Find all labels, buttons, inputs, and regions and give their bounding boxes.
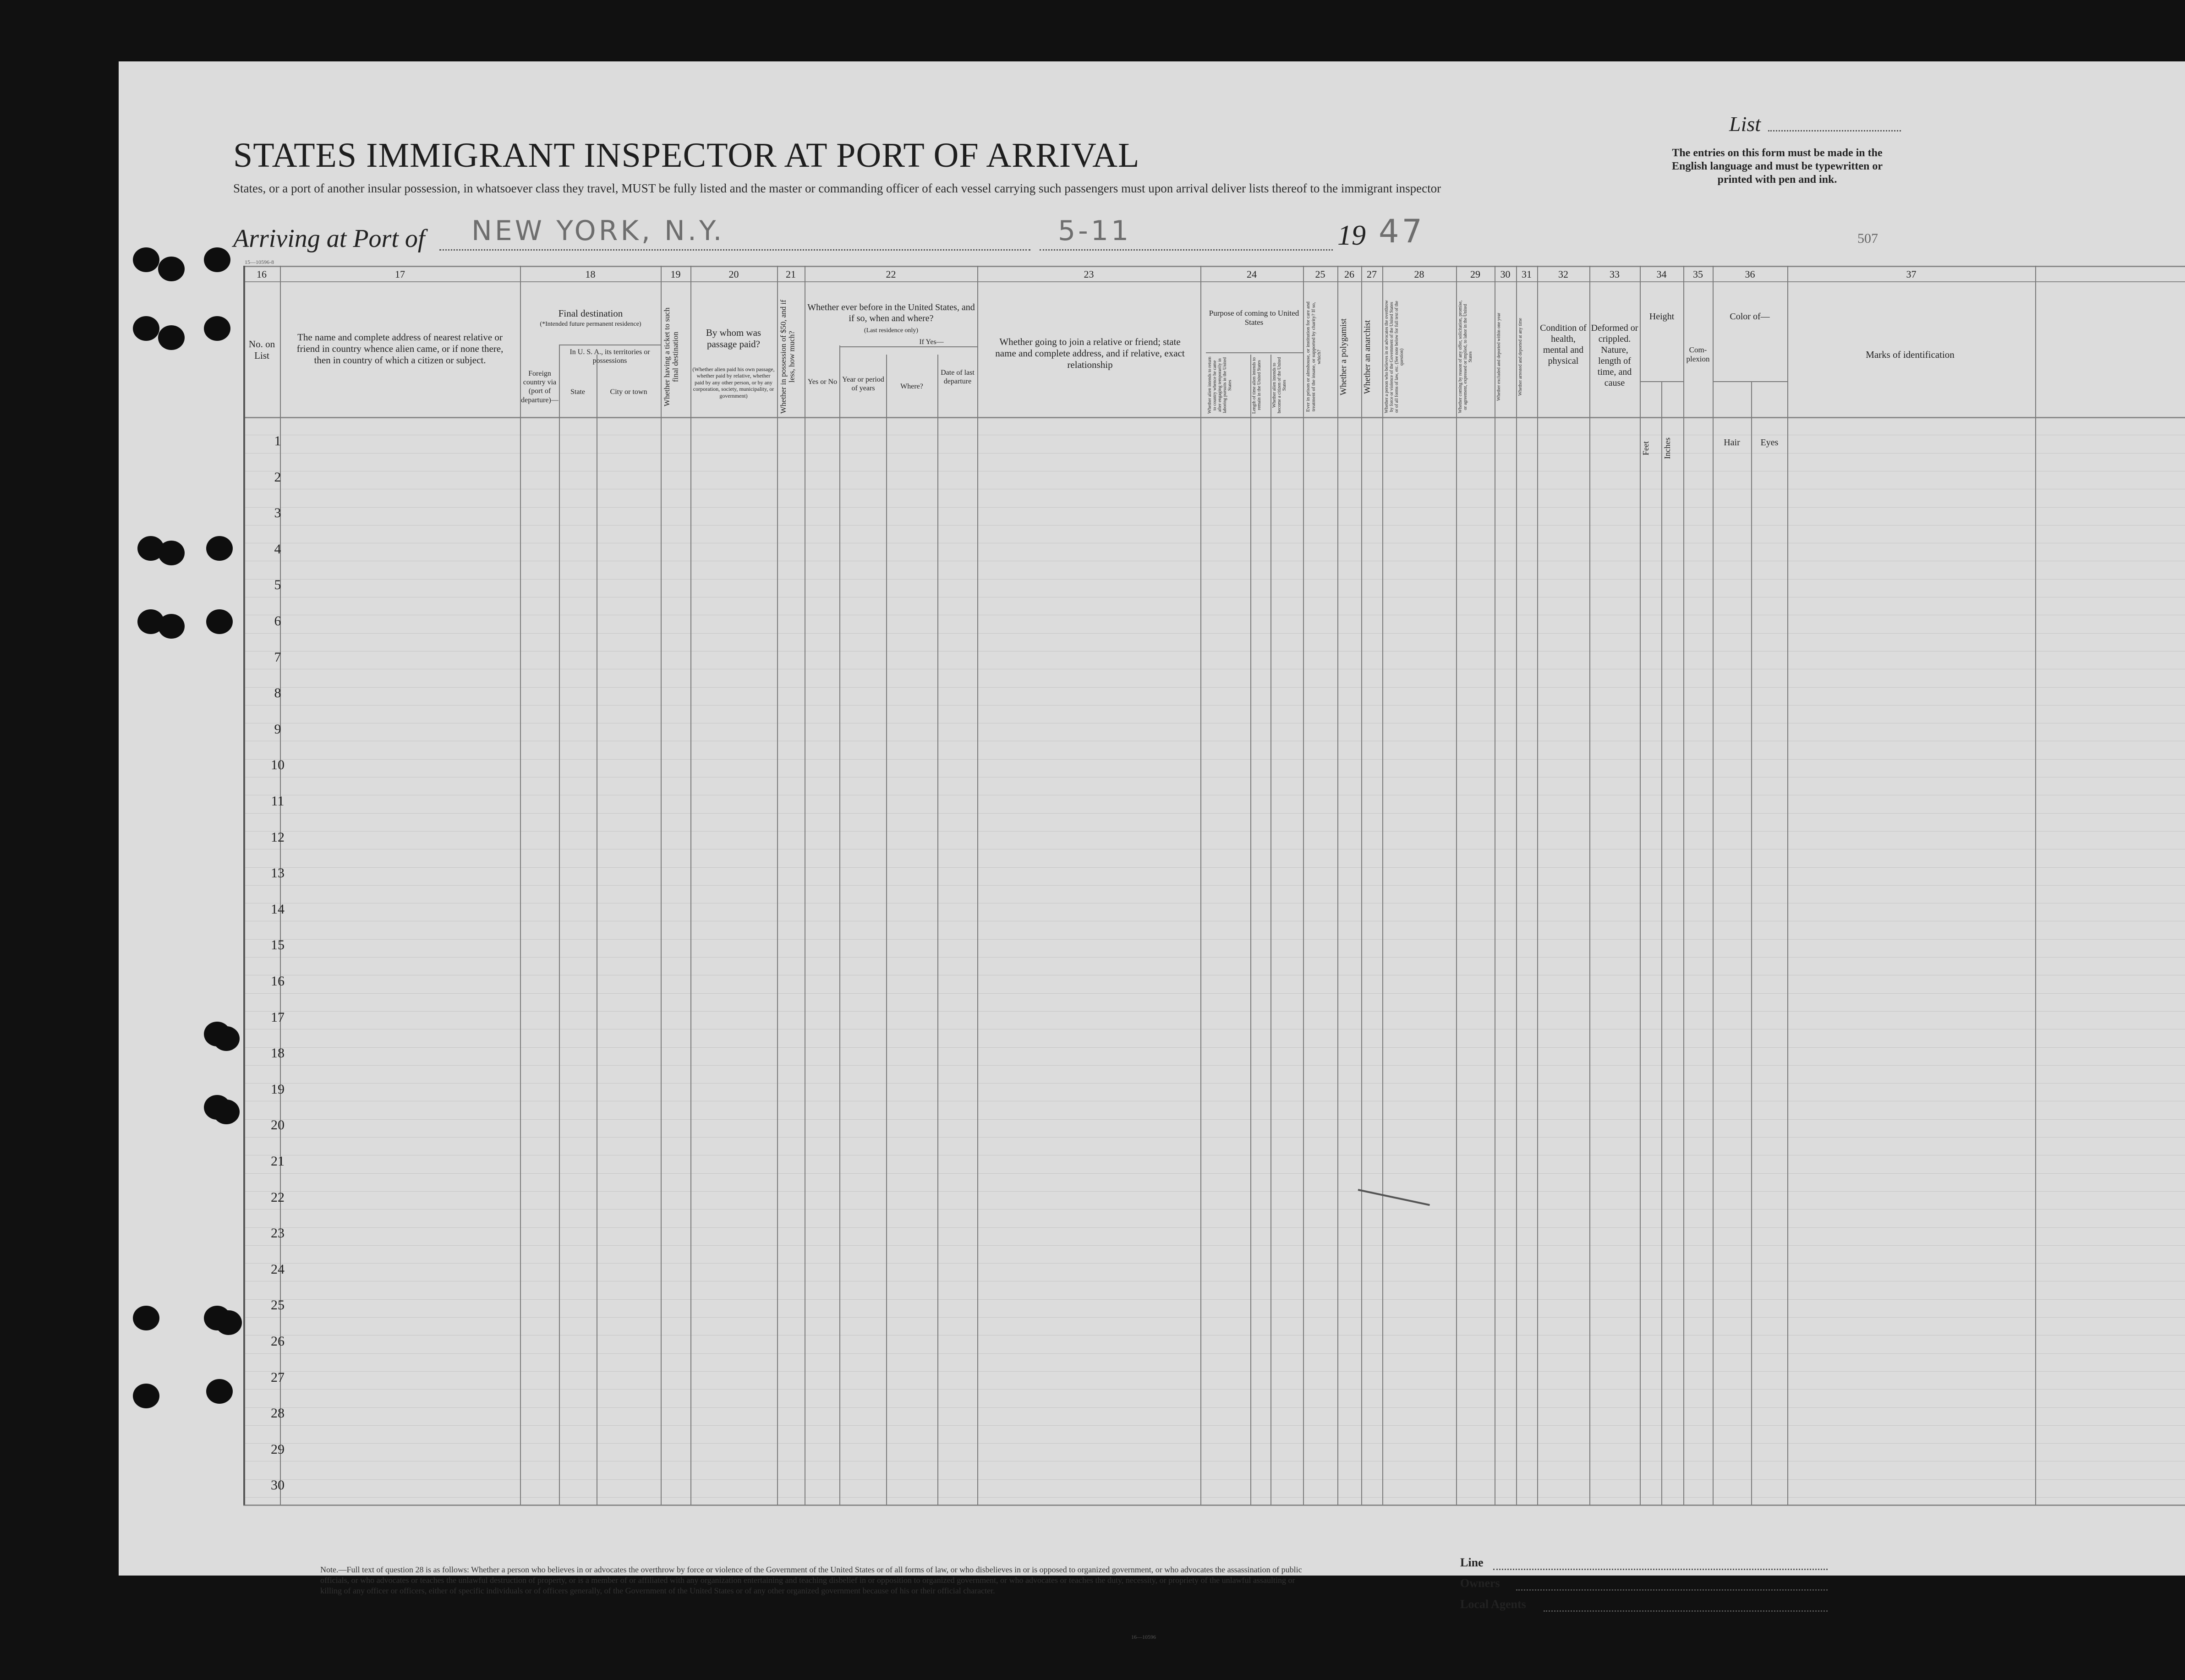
col-left-border xyxy=(243,266,245,1505)
col-divider-31 xyxy=(1537,266,1538,1505)
col-divider-30 xyxy=(1516,266,1517,1505)
col-header-33: Deformed or crippled. Nature, length of time, and cause xyxy=(1591,323,1638,388)
row-subline xyxy=(243,1317,2185,1318)
row-number-24: 24 xyxy=(271,1262,285,1277)
col-34-subrule xyxy=(1640,381,1683,382)
row-subline xyxy=(243,831,2185,832)
row-subline xyxy=(243,813,2185,814)
col-num-18: 18 xyxy=(585,268,596,280)
owners-signature-field xyxy=(1516,1589,1828,1591)
owners-label: Owners xyxy=(1460,1576,1500,1590)
row-number-14: 14 xyxy=(271,902,285,917)
col-divider-34 xyxy=(1683,266,1684,1505)
col-header-32: Condition of health, mental and physical xyxy=(1540,323,1587,366)
punch-hole xyxy=(158,541,185,565)
col-divider-27 xyxy=(1382,266,1383,1505)
row-subline xyxy=(243,1407,2185,1408)
col-sub-18-city: City or town xyxy=(610,388,647,396)
row-subline xyxy=(243,957,2185,958)
row-subline xyxy=(243,1065,2185,1066)
col-header-31: Whether arrested and deported at any time xyxy=(1518,318,1523,396)
row-subline xyxy=(243,1227,2185,1228)
manifest-sheet xyxy=(119,61,2185,1640)
col-divider-19 xyxy=(690,266,691,1505)
punch-hole xyxy=(133,316,159,341)
col-divider-25 xyxy=(1337,266,1338,1505)
col-sub-22-date: Date of last departure xyxy=(941,369,975,386)
punch-hole xyxy=(133,1306,159,1330)
row-number-17: 17 xyxy=(271,1010,285,1025)
col-divider-20 xyxy=(777,266,778,1505)
row-subline xyxy=(243,1425,2185,1426)
col-header-29: Whether coming by reason of any offer, solicitation, promise, or agreement, expressed or implied, to labor in the United States xyxy=(1458,300,1473,414)
row-subline xyxy=(243,1119,2185,1120)
col-sub-36-hair: Hair xyxy=(1724,438,1740,448)
row-subline xyxy=(243,1299,2185,1300)
row-subline xyxy=(243,1389,2185,1390)
row-subline xyxy=(243,633,2185,634)
col-header-35: Com-plexion xyxy=(1686,345,1710,364)
row-subline xyxy=(243,1137,2185,1138)
col-header-19: Whether having a ticket to such final destination xyxy=(663,307,680,406)
col-num-31: 31 xyxy=(1522,268,1532,280)
row-number-30: 30 xyxy=(271,1478,285,1493)
punch-hole xyxy=(206,609,233,634)
col-header-22: Whether ever before in the United States, and if so, when and where? xyxy=(807,302,975,323)
form-code-top: 15—10596-8 xyxy=(245,259,274,265)
list-label: List xyxy=(1729,112,1761,136)
arriving-label: Arriving at Port of xyxy=(233,224,425,253)
row-subline xyxy=(243,993,2185,994)
row-number-23: 23 xyxy=(271,1226,285,1241)
punch-hole xyxy=(133,247,159,272)
col-divider-22a xyxy=(839,345,840,1505)
year-prefix: 19 xyxy=(1337,220,1366,251)
row-number-12: 12 xyxy=(271,830,285,845)
col-header-21: Whether in possession of $50, and if less, how much? xyxy=(779,300,796,414)
col-num-33: 33 xyxy=(1610,268,1620,280)
port-handwritten: NEW YORK, N.Y. xyxy=(471,215,725,247)
row-number-19: 19 xyxy=(271,1082,285,1097)
col-sub-24-citizen: Whether alien intends to become a citizen of the United States xyxy=(1272,357,1287,414)
col-num-17: 17 xyxy=(395,268,405,280)
col-36-subrule xyxy=(1713,381,1787,382)
row-subline xyxy=(243,1011,2185,1012)
col-header-18: Final destination xyxy=(558,308,623,319)
col-header-24: Purpose of coming to United States xyxy=(1209,309,1299,327)
row-subline xyxy=(243,507,2185,508)
col-divider-16 xyxy=(280,266,281,1505)
col-24-subrule xyxy=(1206,352,1303,353)
row-subline xyxy=(243,1263,2185,1264)
col-header-26: Whether a polygamist xyxy=(1339,318,1348,395)
row-subline xyxy=(243,1047,2185,1048)
col-num-16: 16 xyxy=(257,268,267,280)
date-handwritten: 5-11 xyxy=(1058,215,1132,247)
row-subline xyxy=(243,885,2185,886)
row-number-22: 22 xyxy=(271,1190,285,1205)
row-subline xyxy=(243,1479,2185,1480)
row-subline xyxy=(243,1371,2185,1372)
row-subline xyxy=(243,1353,2185,1354)
punch-hole xyxy=(213,1100,240,1124)
row-subline xyxy=(243,867,2185,868)
col-header-17: The name and complete address of nearest relative or friend in country whence alien came, or if none there, then in country of which a citizen or subject. xyxy=(296,332,504,366)
row-number-4: 4 xyxy=(274,542,281,557)
row-subline xyxy=(243,1443,2185,1444)
row-subline xyxy=(243,1083,2185,1084)
col-sub-22-where: Where? xyxy=(900,383,923,390)
form-title: STATES IMMIGRANT INSPECTOR AT PORT OF ARRIVAL xyxy=(233,136,1140,175)
col-sub-36-eyes: Eyes xyxy=(1760,438,1779,448)
col-divider-18a xyxy=(559,345,560,1505)
grid-top-border xyxy=(243,266,2185,267)
col-num-21: 21 xyxy=(786,268,796,280)
punch-hole xyxy=(204,247,230,272)
row-number-10: 10 xyxy=(271,757,285,772)
col-divider-18 xyxy=(661,266,662,1505)
row-number-11: 11 xyxy=(271,793,285,809)
row-number-9: 9 xyxy=(274,722,281,737)
col-num-34: 34 xyxy=(1656,268,1667,280)
col-divider-36a xyxy=(1751,382,1752,1505)
agents-label: Local Agents xyxy=(1460,1598,1526,1611)
col-divider-37 xyxy=(2035,266,2036,1505)
col-divider-24 xyxy=(1303,266,1304,1505)
col-header-23: Whether going to join a relative or friend; state name and complete address, and if relative, exact relationship xyxy=(995,336,1185,371)
question-28-note: Note.—Full text of question 28 is as follows: Whether a person who believes in or advocates the overthrow by force or violence of the Government of the United States or of all forms of law, or who disbelieves in or is opposed to organized government, or who advocates the assassination of public officials, or who advocates or teaches the unlawful destruction of property, or is a member of or affiliated with any organization entertaining and teaching disbelief in or opposition to organized government, or who advocates or teaches the duty, necessity, or propriety of the unlawful assaulting or killing of any officer or officers, either of specific individuals or of officers generally, of the Government of the United States or of any other organized government because of his or their official character. xyxy=(320,1565,1302,1596)
agents-signature-field xyxy=(1544,1610,1828,1612)
col-num-25: 25 xyxy=(1315,268,1325,280)
row-subline xyxy=(243,1191,2185,1192)
col-divider-22c xyxy=(937,355,938,1505)
col-divider-28 xyxy=(1456,266,1457,1505)
col-divider-36 xyxy=(1787,266,1788,1505)
col-sub-22-ifyes: If Yes— xyxy=(919,338,944,346)
row-number-25: 25 xyxy=(271,1297,285,1313)
col-header-20: By whom was passage paid? xyxy=(706,327,761,350)
row-number-5: 5 xyxy=(274,577,281,592)
row-number-6: 6 xyxy=(274,613,281,629)
col-divider-17 xyxy=(520,266,521,1505)
col-note-22: (Last residence only) xyxy=(864,327,919,334)
col-header-28: Whether a person who believes in or advocates the overthrow by force or violence of the Government of the United States or of all forms of law, etc. (See note below for full text of the question) xyxy=(1384,300,1404,414)
col-header-27: Whether an anarchist xyxy=(1363,320,1372,394)
header-bottom-border xyxy=(243,417,2185,418)
row-number-15: 15 xyxy=(271,937,285,952)
col-note-20: (Whether alien paid his own passage, whether paid by relative, whether paid by any other person, or by any corporation, society, municipality, or government) xyxy=(692,366,775,399)
row-number-1: 1 xyxy=(274,433,281,449)
row-subline xyxy=(243,759,2185,760)
row-number-8: 8 xyxy=(274,685,281,700)
col-divider-22b xyxy=(886,355,887,1505)
col-sub-24-length: Length of time alien intends to remain in the United States xyxy=(1252,357,1262,414)
col-divider-33 xyxy=(1640,266,1641,1505)
col-num-36: 36 xyxy=(1745,268,1755,280)
row-subline xyxy=(243,939,2185,940)
col-header-30: Whether excluded and deported within one year xyxy=(1496,312,1501,401)
row-number-13: 13 xyxy=(271,865,285,881)
col-num-19: 19 xyxy=(670,268,681,280)
row-number-18: 18 xyxy=(271,1045,285,1061)
col-header-36: Color of— xyxy=(1730,312,1770,322)
col-note-18: (*Intended future permanent residence) xyxy=(540,321,641,328)
row-number-7: 7 xyxy=(274,650,281,665)
punch-hole xyxy=(213,1026,240,1051)
row-number-28: 28 xyxy=(271,1406,285,1421)
punch-hole xyxy=(215,1310,242,1335)
col-num-30: 30 xyxy=(1500,268,1511,280)
col-22-subrule xyxy=(839,346,977,347)
col-sub-22-year: Year or period of years xyxy=(842,376,884,393)
punch-hole xyxy=(204,316,230,341)
grid-bottom-border xyxy=(243,1505,2185,1506)
col-divider-35 xyxy=(1713,266,1714,1505)
col-divider-24a xyxy=(1250,355,1251,1505)
col-sub-34-inches: Inches xyxy=(1663,438,1672,460)
col-num-28: 28 xyxy=(1414,268,1424,280)
row-subline xyxy=(243,1497,2185,1498)
line-signature-field xyxy=(1493,1569,1828,1570)
form-subtitle: States, or a port of another insular possession, in whatsoever class they travel, MUST be fully listed and the master or commanding officer of each vessel carrying such passengers must upon arrival deliver lists thereof to the immigrant inspector xyxy=(233,181,1441,195)
punch-hole xyxy=(158,325,185,350)
row-number-29: 29 xyxy=(271,1442,285,1457)
col-sub-34-feet: Feet xyxy=(1641,441,1650,456)
col-divider-23 xyxy=(1200,266,1201,1505)
row-number-21: 21 xyxy=(271,1154,285,1169)
column-number-divider xyxy=(243,281,2185,282)
col-num-29: 29 xyxy=(1470,268,1480,280)
col-num-24: 24 xyxy=(1247,268,1257,280)
row-subline xyxy=(243,687,2185,688)
col-divider-26 xyxy=(1361,266,1362,1505)
row-subline xyxy=(243,705,2185,706)
row-number-2: 2 xyxy=(274,470,281,485)
punch-hole xyxy=(158,257,185,281)
form-code-bottom: 16—10596 xyxy=(1131,1634,1156,1640)
form-instructions: The entries on this form must be made in the English language and must be typewritten or printed with pen and ink. xyxy=(1671,147,1883,186)
col-num-32: 32 xyxy=(1558,268,1568,280)
col-num-20: 20 xyxy=(728,268,739,280)
col-divider-34a xyxy=(1661,382,1662,1505)
col-sub-22-yesno: Yes or No xyxy=(807,378,838,386)
col-num-22: 22 xyxy=(886,268,896,280)
col-num-35: 35 xyxy=(1693,268,1703,280)
row-number-20: 20 xyxy=(271,1117,285,1133)
col-sub-24-return: Whether alien intends to return to country whence he came after engaging temporarily in laboring pursuits in the United States xyxy=(1207,356,1232,414)
punch-hole xyxy=(158,614,185,639)
row-number-16: 16 xyxy=(271,974,285,989)
col-num-37: 37 xyxy=(1906,268,1917,280)
row-subline xyxy=(243,1245,2185,1246)
col-num-27: 27 xyxy=(1367,268,1377,280)
row-subline xyxy=(243,1173,2185,1174)
col-header-25: Ever in prison or almshouse, or institution for care and treatment of the insane, or supported by charity? If so, which? xyxy=(1305,301,1322,412)
col-header-16: No. on List xyxy=(248,339,275,361)
punch-hole xyxy=(206,1379,233,1404)
col-sub-18-foreign: Foreign country via (port of departure)— xyxy=(521,370,559,404)
line-label: Line xyxy=(1460,1556,1484,1569)
manifest-grid xyxy=(119,61,2185,1576)
row-number-3: 3 xyxy=(274,505,281,520)
row-subline xyxy=(243,453,2185,454)
col-divider-24b xyxy=(1270,355,1271,1505)
row-number-26: 26 xyxy=(271,1334,285,1349)
punch-hole xyxy=(133,1384,159,1408)
year-handwritten: 47 xyxy=(1379,213,1425,250)
col-divider-22 xyxy=(977,266,978,1505)
col-header-37: Marks of identification xyxy=(1866,349,1955,360)
row-number-27: 27 xyxy=(271,1370,285,1385)
punch-hole xyxy=(206,536,233,561)
col-num-26: 26 xyxy=(1344,268,1354,280)
row-subline xyxy=(243,579,2185,580)
col-divider-32 xyxy=(1589,266,1590,1505)
col-sub-18-usa: In U. S. A., its territories or possessions xyxy=(570,348,650,365)
corner-number: 507 xyxy=(1857,231,1878,246)
col-sub-18-state: State xyxy=(570,388,585,396)
col-header-34: Height xyxy=(1649,312,1675,322)
col-num-23: 23 xyxy=(1084,268,1094,280)
